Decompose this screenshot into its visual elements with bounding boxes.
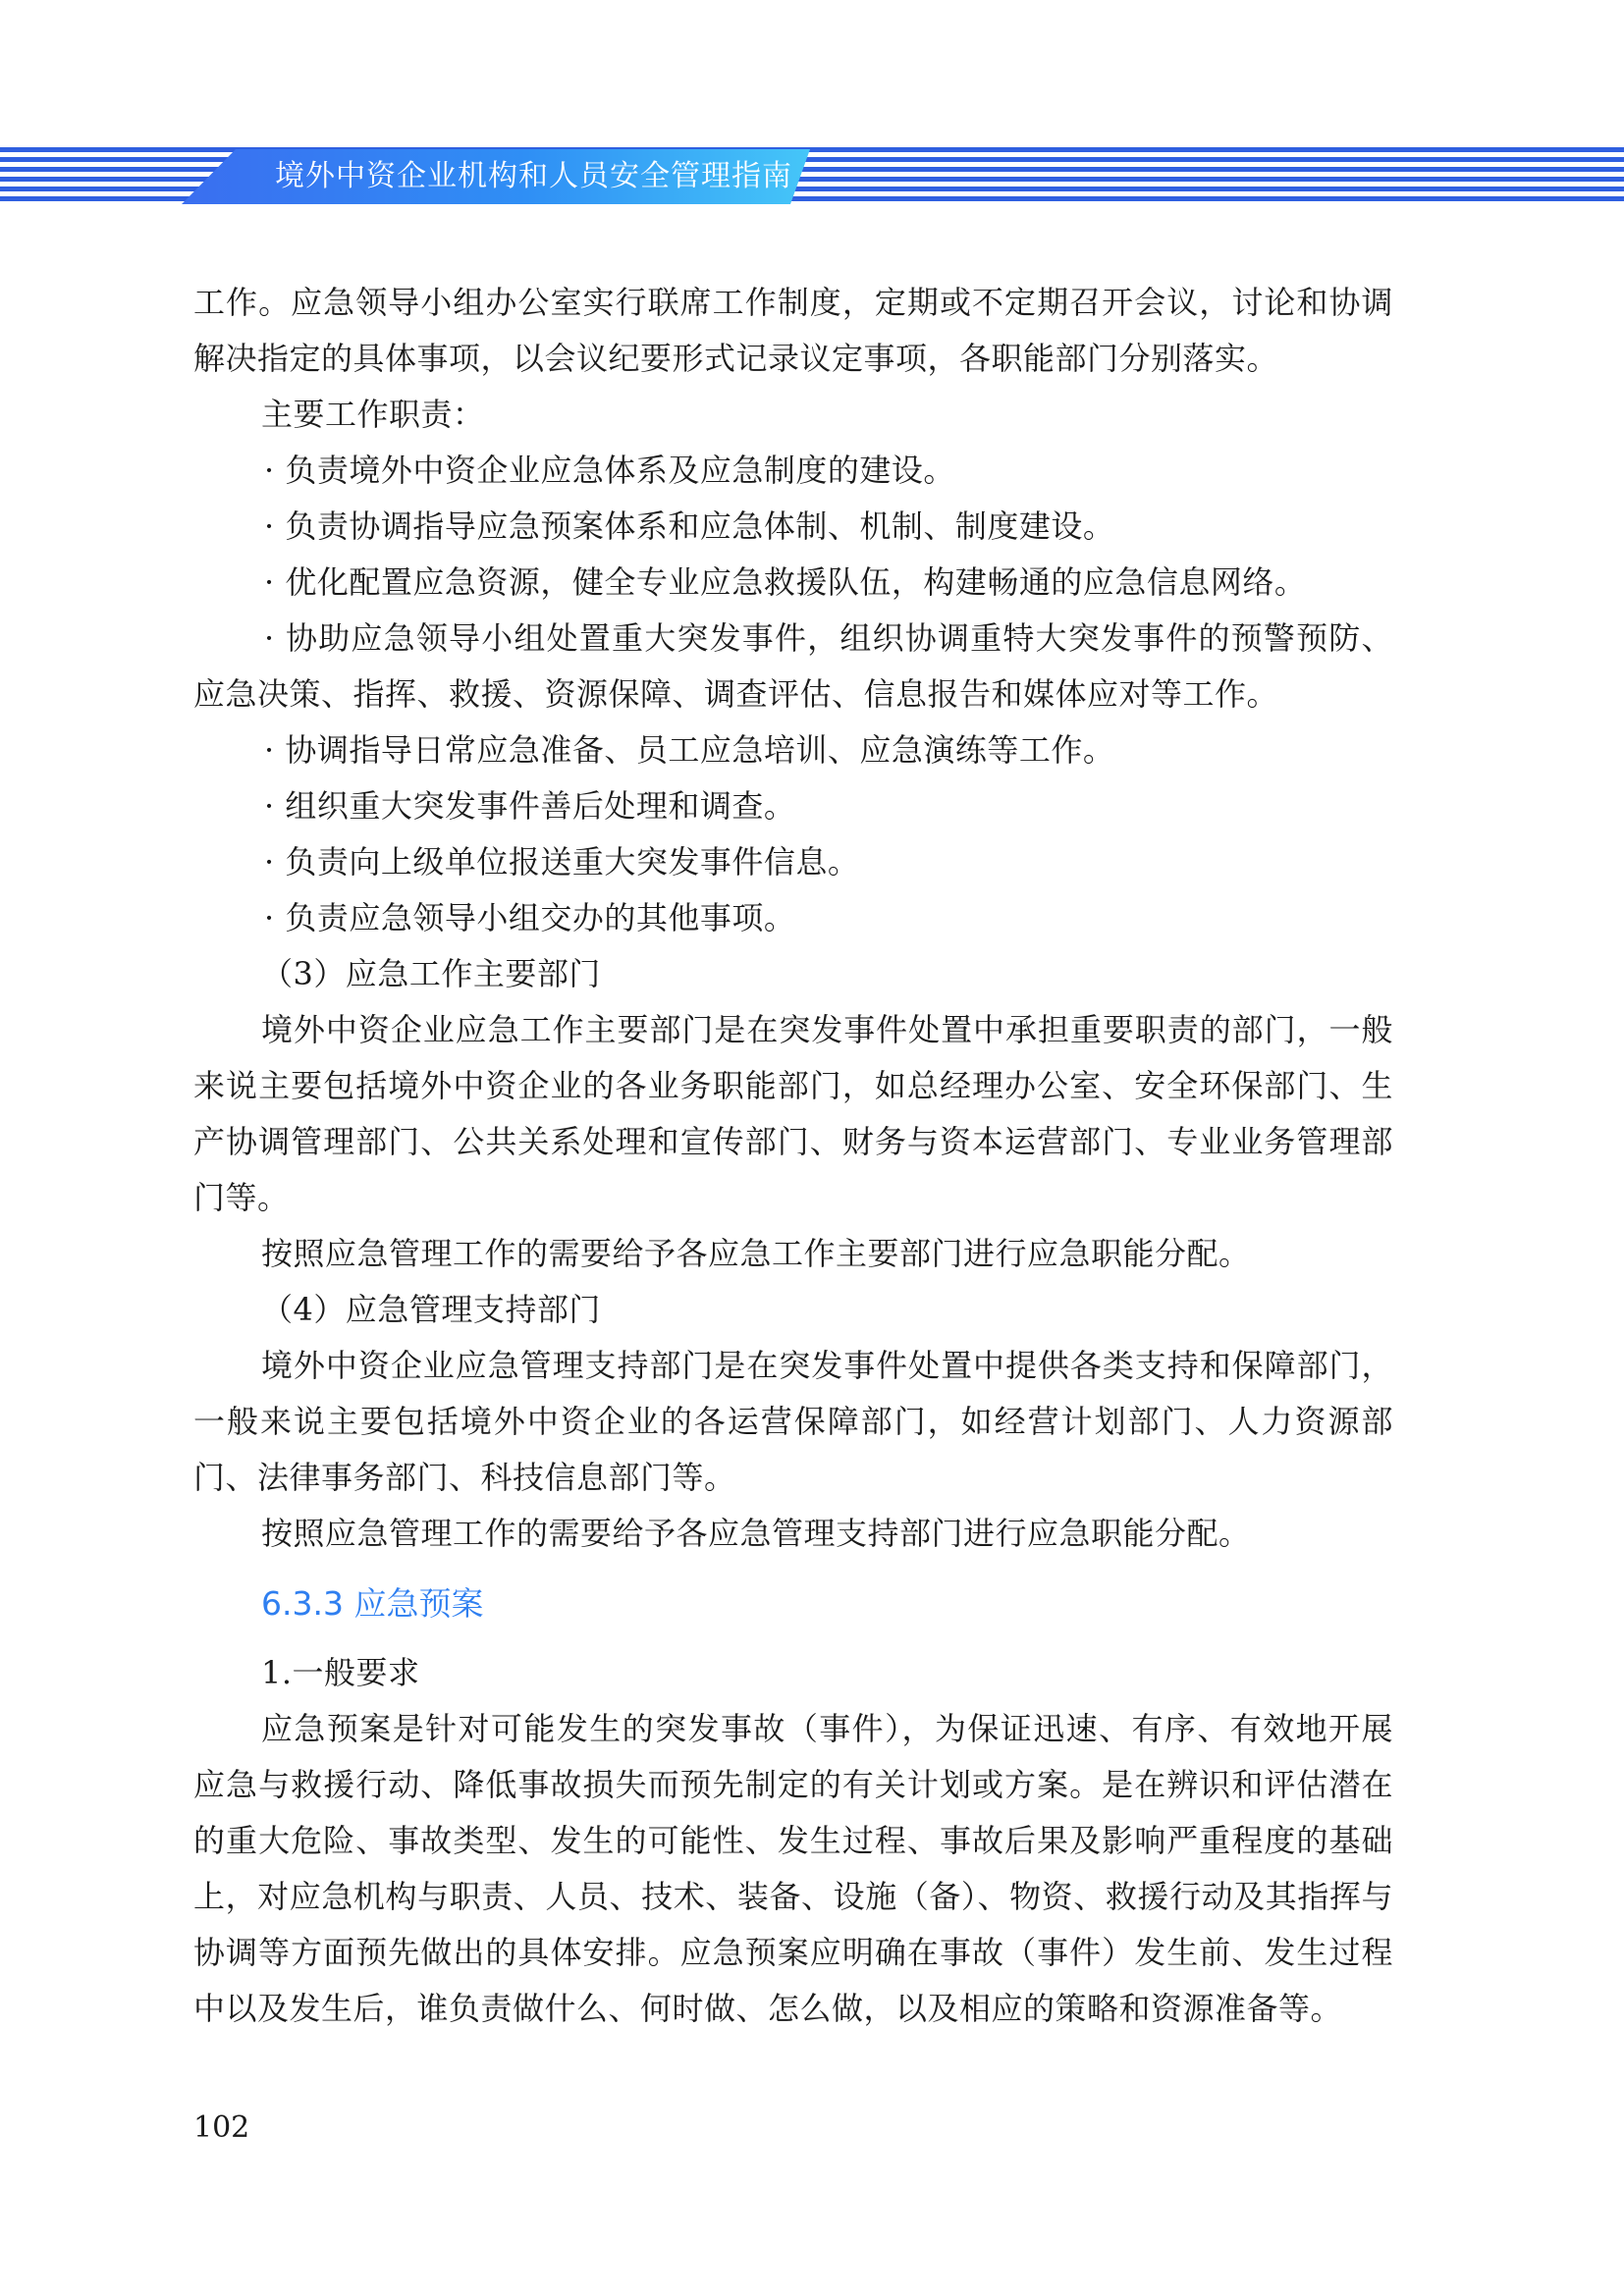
bullet-item: · 负责应急领导小组交办的其他事项。 [264, 899, 796, 936]
book-title: 境外中资企业机构和人员安全管理指南 [275, 159, 792, 193]
paragraph: 按照应急管理工作的需要给予各应急管理支持部门进行应急职能分配。 [261, 1515, 1251, 1552]
subheading-general-requirements: 1.一般要求 [261, 1654, 420, 1691]
bullet-item: · 协助应急领导小组处置重大突发事件，组织协调重特大突发事件的预警预防、应急决策、指挥、救援、资源保障、调查评估、信息报告和媒体应对等工作。 [193, 619, 1393, 713]
subheading-duties: 主要工作职责： [261, 396, 485, 433]
section-heading: 6.3.3 应急预案 [261, 1584, 484, 1623]
paragraph: 按照应急管理工作的需要给予各应急工作主要部门进行应急职能分配。 [261, 1235, 1251, 1272]
bullet-item: · 负责境外中资企业应急体系及应急制度的建设。 [264, 452, 955, 489]
paragraph: 工作。应急领导小组办公室实行联席工作制度，定期或不定期召开会议，讨论和协调解决指定的具体事项，以会议纪要形式记录议定事项，各职能部门分别落实。 [193, 284, 1393, 377]
bullet-item: · 负责向上级单位报送重大突发事件信息。 [264, 843, 860, 881]
paragraph: 境外中资企业应急工作主要部门是在突发事件处置中承担重要职责的部门，一般来说主要包括境外中资企业的各业务职能部门，如总经理办公室、安全环保部门、生产协调管理部门、公共关系处理和宣传部门、财务与资本运营部门、专业业务管理部门等。 [193, 1011, 1393, 1216]
page-content [193, 275, 1393, 2037]
page-number: 102 [193, 2110, 250, 2145]
bullet-item: · 优化配置应急资源，健全专业应急救援队伍，构建畅通的应急信息网络。 [264, 563, 1307, 601]
subheading-main-departments: （3）应急工作主要部门 [261, 955, 601, 992]
paragraph: 应急预案是针对可能发生的突发事故（事件），为保证迅速、有序、有效地开展应急与救援行动、降低事故损失而预先制定的有关计划或方案。是在辨识和评估潜在的重大危险、事故类型、发生的可能性、发生过程、事故后果及影响严重程度的基础上，对应急机构与职责、人员、技术、装备、设施（备）、物资、救援行动及其指挥与协调等方面预先做出的具体安排。应急预案应明确在事故（事件）发生前、发生过程中以及发生后，谁负责做什么、何时做、怎么做，以及相应的策略和资源准备等。 [193, 1710, 1393, 2027]
paragraph: 境外中资企业应急管理支持部门是在突发事件处置中提供各类支持和保障部门，一般来说主要包括境外中资企业的各运营保障部门，如经营计划部门、人力资源部门、法律事务部门、科技信息部门等。 [193, 1347, 1393, 1496]
header-banner [0, 147, 1624, 206]
bullet-item: · 协调指导日常应急准备、员工应急培训、应急演练等工作。 [264, 731, 1115, 769]
subheading-support-departments: （4）应急管理支持部门 [261, 1291, 601, 1328]
bullet-item: · 负责协调指导应急预案体系和应急体制、机制、制度建设。 [264, 507, 1115, 545]
bullet-item: · 组织重大突发事件善后处理和调查。 [264, 787, 796, 825]
